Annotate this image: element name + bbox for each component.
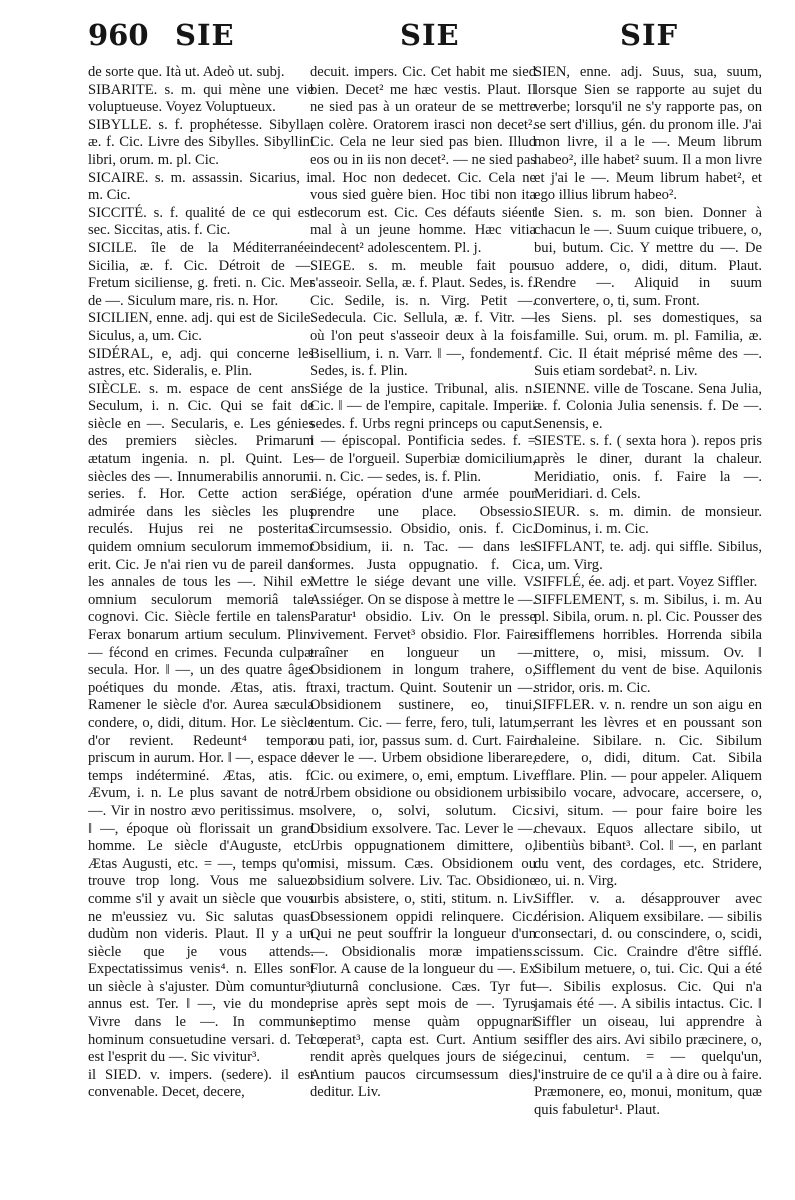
dictionary-entry: SIEUR. s. m. dimin. de monsieur. Dominus, i. m. Cic. xyxy=(534,503,762,538)
running-headword-left: SIE xyxy=(175,18,235,52)
dictionary-column-middle xyxy=(310,64,536,1186)
dictionary-entry: SIEGE. s. m. meuble fait pour s'asseoir. Sella, æ. f. Plaut. Sedes, is. f. Cic. Sedile, is. n. Virg. Petit —. Sedecula. Cic. Sellula, æ. f. Vitr. — où l'on peut s'asseoir deux à la fois. Bisellium, i. n. Varr. ‖ —, fondement. Sedes, is. f. Plin. xyxy=(310,257,536,380)
dictionary-entry: il SIED. v. impers. (sedere). il est convenable. Decet, decere, xyxy=(88,1066,314,1101)
dictionary-column-right xyxy=(534,64,762,1186)
running-headword-center: SIE xyxy=(400,18,460,52)
dictionary-entry: decuit. impers. Cic. Cet habit me sied bien. Decet² me hæc vestis. Plaut. Il ne sied pas à un orateur de se mettre en colère. Oratorem irasci non decet². Cic. Cela ne leur sied pas bien. Illud eos ou in iis non decet². — ne sied pas mal. Hoc non dedecet. Cic. Cela ne vous sied guère bien. Hoc tibi non ita decorum est. Cic. Ces défauts siéent mal à un jeune homme. Hæc vitia indecent² adolescentem. Pl. j. xyxy=(310,64,536,256)
dictionary-entry: de sorte que. Ità ut. Adeò ut. subj. xyxy=(88,64,285,80)
dictionary-entry: SICAIRE. s. m. assassin. Sicarius, i. m. Cic. xyxy=(88,169,314,204)
dictionary-column-left xyxy=(88,64,314,1186)
dictionary-entry: SIENNE. ville de Toscane. Sena Julia, æ. f. Colonia Julia senensis. f. De —. Senensis, e. xyxy=(534,380,762,432)
dictionary-entry: SIFFLEMENT, s. m. Sibilus, i. m. Au pl. Sibila, orum. n. pl. Cic. Pousser des sifflemens horribles. Horrenda sibila mittere, o, misi, missum. Ov. ‖ Sifflement du vent de bise. Aquilonis stridor, oris. m. Cic. xyxy=(534,591,762,696)
dictionary-entry: SIDÉRAL, e, adj. qui concerne les astres, etc. Sideralis, e. Plin. xyxy=(88,345,314,380)
running-headword-right: SIF xyxy=(620,18,679,52)
dictionary-entry: SIBARITE. s. m. qui mène une vie voluptueuse. Voyez Voluptueux. xyxy=(88,81,314,116)
page-header xyxy=(0,14,795,54)
page-number: 960 xyxy=(88,18,149,52)
dictionary-entry: le Sien. s. m. son bien. Donner à chacun le —. Suum cuique tribuere, o, bui, butum. Cic. Y mettre du —. De suo addere, o, didi, ditum. Plaut. Rendre —. Aliquid in suum convertere, o, ti, sum. Front. xyxy=(534,204,762,309)
dictionary-entry: SICILE. île de la Méditerranée. Sicilia, æ. f. Cic. Détroit de —. Fretum siciliense, g. freti. n. Cic. Mer de —. Siculum mare, ris. n. Hor. xyxy=(88,239,314,309)
dictionary-entry: SICCITÉ. s. f. qualité de ce qui est sec. Siccitas, atis. f. Cic. xyxy=(88,204,314,239)
dictionary-entry: SIFFLANT, te. adj. qui siffle. Sibilus, a, um. Virg. xyxy=(534,539,762,573)
dictionary-entry: Siffler. v. a. désapprouver avec dérision. Aliquem exsibilare. — sibilis consectari, d. ou conscindere, o, scidi, scissum. Cic. Craindre d'être sifflé. Sibilum metuere, o, tui. Cic. Qui a été —. Sibilis explosus. Cic. Qui n'a jamais été —. A sibilis intactus. Cic. ‖ Siffler un oiseau, lui apprendre à siffler des airs. Avi sibilo præcinere, o, cinui, centum. = — quelqu'un, l'instruire de ce qu'il a à dire ou à faire. Præmonere, eo, monui, monitum, quæ quis fabuletur¹. Plaut. xyxy=(534,890,762,1119)
dictionary-entry: SICILIEN, enne. adj. qui est de Sicile. Siculus, a, um. Cic. xyxy=(88,310,314,344)
dictionary-entry: SIFFLÉ, ée. adj. et part. Voyez Siffler. xyxy=(534,574,758,591)
dictionary-entry: SIFFLER. v. n. rendre un son aigu en serrant les lèvres et en poussant son haleine. Sibilare. n. Cic. Sibilum edere, o, didi, ditum. Cat. Sibila efflare. Plin. — pour appeler. Aliquem sibilo vocare, advocare, accersere, o, sivi, situm. — pour faire boire les chevaux. Equos allectare sibilo, ut libentiùs bibant³. Col. ‖ —, en parlant du vent, des cordages, etc. Stridere, eo, ui. n. Virg. xyxy=(534,697,762,890)
dictionary-entry: SIBYLLE. s. f. prophétesse. Sibylla, æ. f. Cic. Livre des Sibylles. Sibyllini libri, orum. m. pl. Cic. xyxy=(88,116,314,168)
dictionary-entry: Siége de la justice. Tribunal, alis. n. Cic. ‖ — de l'empire, capitale. Imperii sedes. f. Urbs regni princeps ou caput. ‖ — épiscopal. Pontificia sedes. f. = — de l'orgueil. Superbiæ domicilium, ii. n. Cic. — sedes, is. f. Plin. xyxy=(310,380,536,485)
dictionary-entry: SIÈCLE. s. m. espace de cent ans. Seculum, i. n. Cic. Qui se fait de siècle en —. Secularis, e. Les génies des premiers siècles. Primarum ætatum ingenia. n. pl. Quint. Les siècles des —. Innumerabilis annorum series. f. Hor. Cette action sera admirée dans les siècles les plus reculés. Hujus rei ne posteritas quidem omnium seculorum immemor erit. Cic. Je n'ai rien vu de pareil dans les annales de tous les —. Nihil ex omnium seculorum memoriâ tale cognovi. Cic. Siècle fertile en talens. Ferax bonarum artium seculum. Plin. — fécond en crimes. Fecunda culpæ secula. Hor. ‖ —, un des quatre âges poétiques du monde. Ætas, atis. f. Ramener le siècle d'or. Aurea sæcula condere, o, didi, ditum. Hor. Le siècle d'or revient. Redeunt⁴ tempora priscum in aurum. Hor. ‖ —, espace de temps indéterminé. Ætas, atis. f. Ævum, i. n. Le plus savant de notre —. Vir in nostro ævo peritissimus. m. ‖ —, époque où florissait un grand homme. Le siècle d'Auguste, etc. Ætas Augusti, etc. = —, temps qu'on trouve trop long. Vous me saluez comme s'il y avait un siècle que vous ne m'eussiez vu. Sic salutas quasi dudùm non videris. Plaut. Il y a un siècle que je vous attends. Expectatissimus venis⁴. n. Elles sont un siècle à s'ajuster. Dùm comuntur³, annus est. Ter. ‖ —, vie du monde. Vivre dans le —. In communi hominum consuetudine versari. d. Tel est l'esprit du —. Sic vivitur³. xyxy=(88,380,314,1066)
dictionary-entry: SIEN, enne. adj. Suus, sua, suum, lorsque Sien se rapporte au sujet du verbe; lorsqu'il ne s'y rapporte pas, on se sert d'illius, gén. du pronom ille. J'ai mon livre, il a le —. Meum librum habeo², ille habet² suum. Il a mon livre et j'ai le —. Meum librum habet², et ego illius librum habeo². xyxy=(534,64,762,204)
dictionary-entry: les Siens. pl. ses domestiques, sa famille. Sui, orum. m. pl. Familia, æ. f. Cic. Il était méprisé même des —. Suis etiam sordebat². n. Liv. xyxy=(534,310,762,380)
dictionary-entry: SIESTE. s. f. ( sexta hora ). repos pris après le diner, durant la chaleur. Meridiatio, onis. f. Faire la —. Meridiari. d. Cels. xyxy=(534,433,762,503)
dictionary-entry: Siége, opération d'une armée pour prendre une place. Obsessio. Circumsessio. Obsidio, onis. f. Cic. Obsidium, ii. n. Tac. — dans les formes. Justa oppugnatio. f. Cic. Mettre le siége devant une ville. V. Assiéger. On se dispose à mettre le —. Paratur¹ obsidio. Liv. On le presse vivement. Fervet³ obsidio. Flor. Faire traîner en longueur un —. Obsidionem in longum trahere, o, traxi, tractum. Quint. Soutenir un —. Obsidionem sustinere, eo, tinui, tentum. Cic. — ferre, fero, tuli, latum, ou pati, ior, passus sum. d. Curt. Faire lever le —. Urbem obsidione liberare, Cic. ou eximere, o, emi, emptum. Liv. Urbem obsidione ou obsidionem urbis solvere, o, solvi, solutum. Cic. Obsidium exsolvere. Tac. Lever le —. Urbis oppugnationem dimittere, o, misi, missum. Cæs. Obsidionem ou obsidium solvere. Liv. Tac. Obsidione urbis absistere, o, stiti, stitum. n. Liv. Obsessionem oppidi relinquere. Cic. Qui ne peut souffrir la longueur d'un —. Obsidionalis moræ impatiens. Flor. A cause de la longueur du —. Ex diuturnâ conclusione. Cæs. Tyr fut prise après sept mois de —. Tyrus septimo mense quàm oppugnari cœperat³, capta est. Curt. Antium se rendit après quelques jours de siége. Antium paucos circumsessum dies, deditur. Liv. xyxy=(310,486,536,1101)
